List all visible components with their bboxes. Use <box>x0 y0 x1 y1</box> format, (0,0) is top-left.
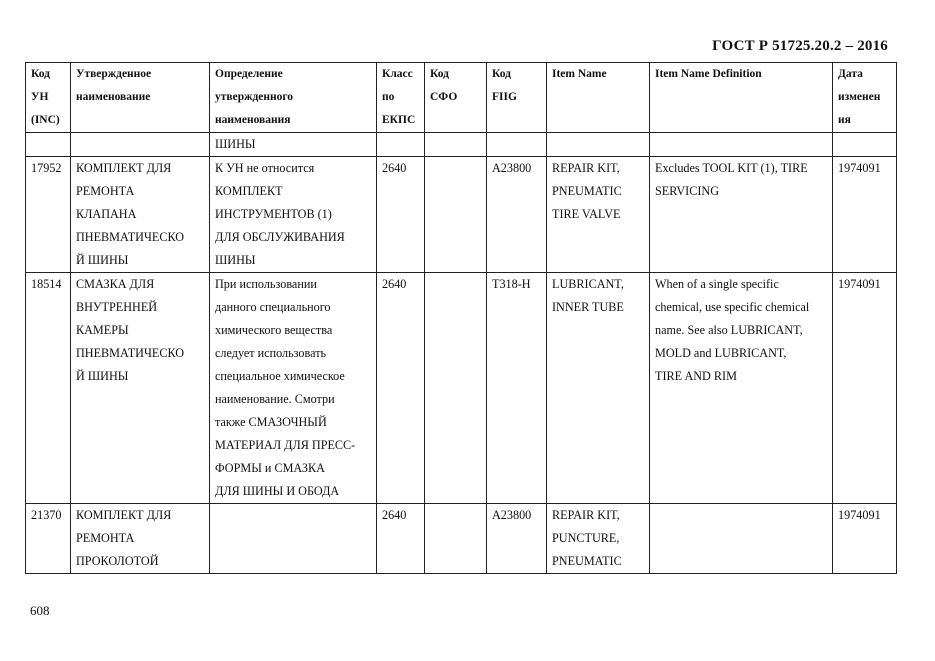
cell-line: КОМПЛЕКТ ДЛЯ <box>76 161 172 175</box>
cell-definition <box>210 273 377 504</box>
cell-item-definition <box>650 273 833 504</box>
cell-line: A23800 <box>492 161 532 175</box>
header-line: по <box>382 91 395 103</box>
header-line: Код <box>430 68 450 80</box>
table-row <box>26 504 897 574</box>
cell-approved-name <box>71 133 210 157</box>
cell-line: chemical, use specific chemical <box>655 300 810 314</box>
header-item-name <box>547 63 650 133</box>
cell-code <box>26 157 71 273</box>
cell-sfo <box>425 133 487 157</box>
header-change-date <box>833 63 897 133</box>
cell-line: 2640 <box>382 508 407 522</box>
cell-sfo <box>425 157 487 273</box>
header-line: Код <box>31 68 51 80</box>
cell-line: Й ШИНЫ <box>76 369 129 383</box>
cell-line: ФОРМЫ и СМАЗКА <box>215 461 325 475</box>
header-line: наименование <box>76 91 151 103</box>
cell-item-name <box>547 133 650 157</box>
cell-line: T318-H <box>492 277 531 291</box>
cell-sfo <box>425 504 487 574</box>
header-code-inc <box>26 63 71 133</box>
page-number: 608 <box>30 603 50 618</box>
cell-item-definition <box>650 133 833 157</box>
cell-line: name. See also LUBRICANT, <box>655 323 803 337</box>
cell-line: ДЛЯ ОБСЛУЖИВАНИЯ <box>215 230 345 244</box>
header-line: УН <box>31 91 49 103</box>
cell-line: MOLD and LUBRICANT, <box>655 346 787 360</box>
cell-line: КЛАПАНА <box>76 207 137 221</box>
cell-approved-name <box>71 157 210 273</box>
cell-class <box>377 273 425 504</box>
cell-code <box>26 504 71 574</box>
cell-line: 17952 <box>31 161 62 175</box>
header-line: Определение <box>215 68 283 80</box>
header-line: СФО <box>430 91 458 103</box>
header-line: Дата <box>838 68 863 80</box>
cell-line: КОМПЛЕКТ ДЛЯ <box>76 508 172 522</box>
cell-line: ИНСТРУМЕНТОВ (1) <box>215 207 332 221</box>
cell-line: PNEUMATIC <box>552 184 622 198</box>
document-title: ГОСТ Р 51725.20.2 – 2016 <box>712 38 888 54</box>
cell-definition <box>210 133 377 157</box>
header-line: (INC) <box>31 114 60 126</box>
cell-line: ПНЕВМАТИЧЕСКО <box>76 230 185 244</box>
cell-line: наименование. Смотри <box>215 392 335 406</box>
header-line: Класс <box>382 68 413 80</box>
cell-line: Excludes TOOL KIT (1), TIRE <box>655 161 808 175</box>
cell-line: химического вещества <box>215 323 333 337</box>
table-header <box>26 63 897 133</box>
header-line: Item Name Definition <box>655 68 762 80</box>
cell-line: 1974091 <box>838 277 881 291</box>
cell-line: PUNCTURE, <box>552 531 620 545</box>
header-line: FIIG <box>492 91 517 103</box>
cell-line: ДЛЯ ШИНЫ И ОБОДА <box>215 484 340 498</box>
cell-line: 21370 <box>31 508 62 522</box>
cell-definition <box>210 157 377 273</box>
cell-line: данного специального <box>215 300 331 314</box>
header-line: изменен <box>838 91 881 103</box>
cell-code <box>26 273 71 504</box>
header-approved-name <box>71 63 210 133</box>
cell-line: 2640 <box>382 277 407 291</box>
cell-code <box>26 133 71 157</box>
cell-date <box>833 157 897 273</box>
cell-line: INNER TUBE <box>552 300 624 314</box>
cell-line: 1974091 <box>838 161 881 175</box>
cell-line: специальное химическое <box>215 369 345 383</box>
cell-fiig <box>487 133 547 157</box>
table-row <box>26 157 897 273</box>
cell-definition <box>210 504 377 574</box>
cell-line: LUBRICANT, <box>552 277 624 291</box>
cell-line: РЕМОНТА <box>76 531 135 545</box>
cell-line: РЕМОНТА <box>76 184 135 198</box>
cell-line: ШИНЫ <box>215 253 256 267</box>
cell-class <box>377 157 425 273</box>
cell-line: ВНУТРЕННЕЙ <box>76 300 158 314</box>
cell-fiig <box>487 157 547 273</box>
cell-item-definition <box>650 504 833 574</box>
cell-line: SERVICING <box>655 184 720 198</box>
header-item-name-definition <box>650 63 833 133</box>
cell-line: 1974091 <box>838 508 881 522</box>
cell-approved-name <box>71 273 210 504</box>
cell-line: TIRE AND RIM <box>655 369 737 383</box>
cell-line: REPAIR KIT, <box>552 161 620 175</box>
cell-line: 18514 <box>31 277 62 291</box>
nomenclature-table <box>25 62 897 574</box>
cell-line: также СМАЗОЧНЫЙ <box>215 415 327 429</box>
header-line: ия <box>838 114 851 126</box>
cell-fiig <box>487 504 547 574</box>
cell-line: СМАЗКА ДЛЯ <box>76 277 155 291</box>
header-code-sfo <box>425 63 487 133</box>
cell-item-name <box>547 273 650 504</box>
cell-date <box>833 133 897 157</box>
cell-sfo <box>425 273 487 504</box>
table-row <box>26 133 897 157</box>
header-line: утвержденного <box>215 91 294 103</box>
header-line: Item Name <box>552 68 607 80</box>
cell-line: PNEUMATIC <box>552 554 622 568</box>
header-class-ekps <box>377 63 425 133</box>
cell-line: ПНЕВМАТИЧЕСКО <box>76 346 185 360</box>
header-line: Утвержденное <box>76 68 152 80</box>
cell-class <box>377 133 425 157</box>
cell-item-name <box>547 504 650 574</box>
cell-date <box>833 504 897 574</box>
header-row <box>26 63 897 133</box>
cell-line: When of a single specific <box>655 277 779 291</box>
cell-line: Й ШИНЫ <box>76 253 129 267</box>
header-code-fiig <box>487 63 547 133</box>
header-line: Код <box>492 68 512 80</box>
cell-line: ПРОКОЛОТОЙ <box>76 554 159 568</box>
cell-line: A23800 <box>492 508 532 522</box>
header-line: наименования <box>215 114 291 126</box>
cell-item-name <box>547 157 650 273</box>
cell-date <box>833 273 897 504</box>
cell-line: К УН не относится <box>215 161 315 175</box>
header-name-definition <box>210 63 377 133</box>
cell-line: 2640 <box>382 161 407 175</box>
cell-line: МАТЕРИАЛ ДЛЯ ПРЕСС- <box>215 438 356 452</box>
cell-line: TIRE VALVE <box>552 207 621 221</box>
cell-line: КАМЕРЫ <box>76 323 129 337</box>
cell-fiig <box>487 273 547 504</box>
cell-line: REPAIR KIT, <box>552 508 620 522</box>
cell-line: ШИНЫ <box>215 137 256 151</box>
cell-line: следует использовать <box>215 346 327 360</box>
table-body <box>26 133 897 574</box>
cell-line: КОМПЛЕКТ <box>215 184 283 198</box>
cell-item-definition <box>650 157 833 273</box>
cell-class <box>377 504 425 574</box>
cell-approved-name <box>71 504 210 574</box>
table-row <box>26 273 897 504</box>
header-line: ЕКПС <box>382 114 416 126</box>
cell-line: При использовании <box>215 277 317 291</box>
